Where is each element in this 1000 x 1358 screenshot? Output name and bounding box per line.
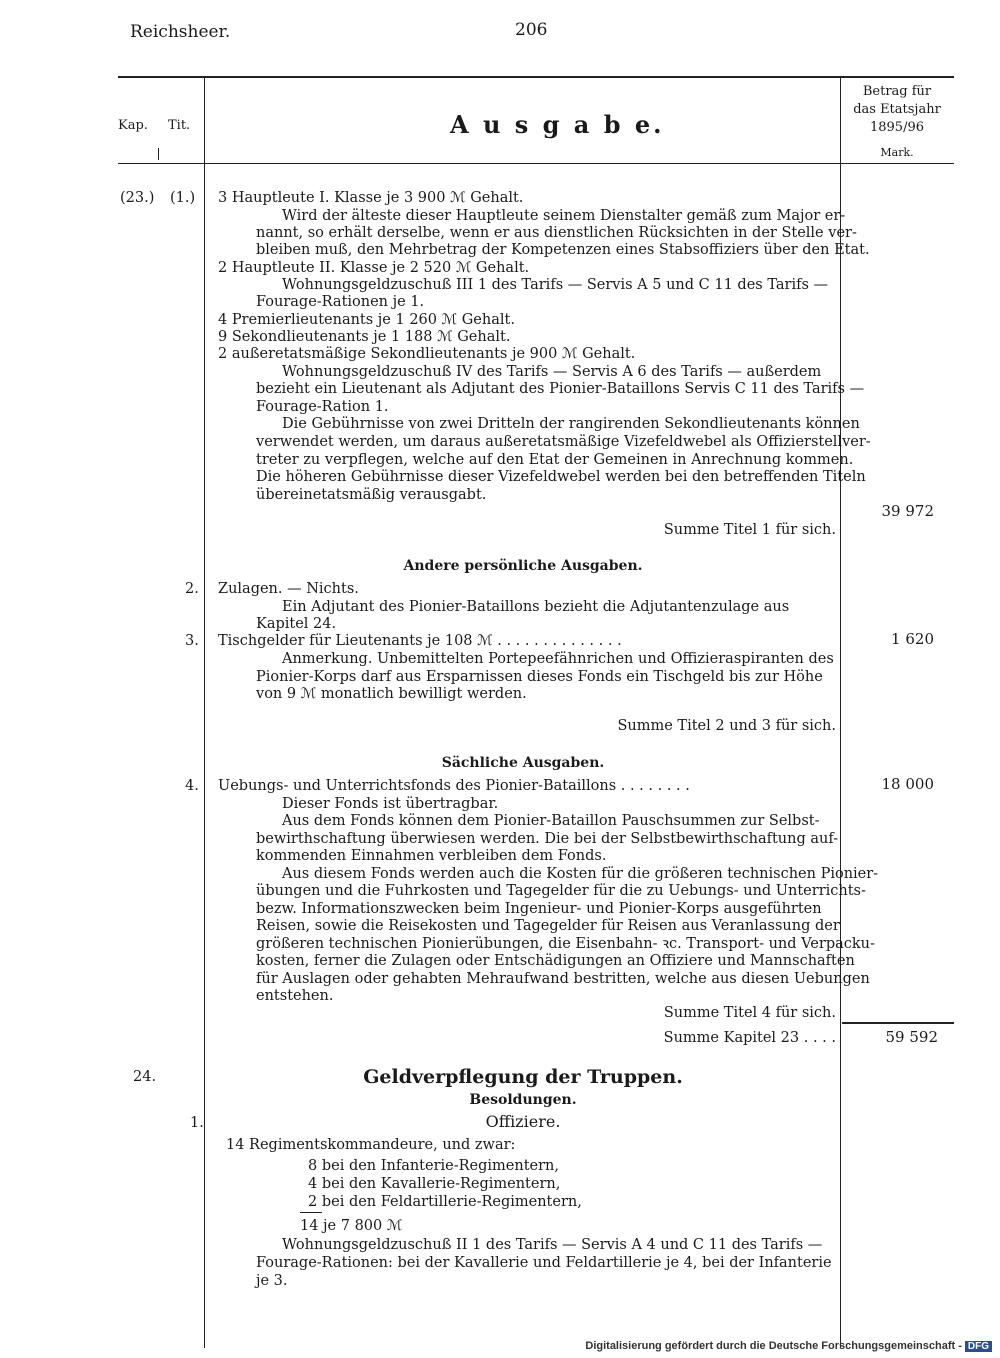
text-line: Wird der älteste dieser Hauptleute seinem Dienstalter gemäß zum Major er- [282, 208, 846, 224]
section-heading: Andere persönliche Ausgaben. [403, 558, 643, 574]
text-line: Fourage-Rationen je 1. [256, 294, 425, 310]
text-line: je 3. [256, 1273, 288, 1289]
page-number: 206 [515, 20, 548, 40]
text-line: Wohnungsgeldzuschuß IV des Tarifs — Servis A 6 des Tarifs — außerdem [282, 364, 822, 380]
text-line: von 9 ℳ monatlich bewilligt werden. [256, 686, 527, 702]
col-amount-line1: Betrag für [862, 84, 932, 99]
text-line: 14 Regimentskommandeure, und zwar: [226, 1137, 516, 1153]
amount: 1 620 [891, 630, 934, 648]
tit-number: 4. [185, 778, 199, 794]
text-line: Kapitel 24. [256, 616, 337, 632]
tit-number: 3. [185, 633, 199, 649]
text-line: Wohnungsgeldzuschuß III 1 des Tarifs — Servis A 5 und C 11 des Tarifs — [282, 277, 829, 293]
dfg-logo: DFG [965, 1341, 992, 1352]
col-amount-unit: Mark. [880, 146, 914, 159]
digitization-credit [585, 1340, 992, 1352]
chapter-subtitle: Besoldungen. [469, 1092, 577, 1108]
section-heading: Sächliche Ausgaben. [441, 755, 605, 771]
text-line: Die höheren Gebührnisse dieser Vizefeldwebel werden bei den betreffenden Titeln [256, 469, 866, 485]
group-heading: Offiziere. [485, 1112, 561, 1131]
text-line: Pionier-Korps darf aus Ersparnissen dieses Fonds ein Tischgeld bis zur Höhe [256, 669, 823, 685]
text-line: Aus dem Fonds können dem Pionier-Bataillon Pauschsummen zur Selbst- [282, 813, 820, 829]
top-rule [118, 76, 954, 78]
text-line: Dieser Fonds ist übertragbar. [282, 796, 499, 812]
text-line: Fourage-Ration 1. [256, 399, 389, 415]
text-line: 9 Sekondlieutenants je 1 188 ℳ Gehalt. [218, 329, 511, 345]
sum-label: Summe Titel 4 für sich. [663, 1005, 836, 1021]
text-line: 4 bei den Kavallerie-Regimentern, [308, 1176, 561, 1192]
sum-rule [842, 1022, 954, 1024]
text-line: entstehen. [256, 988, 334, 1004]
text-line: kommenden Einnahmen verbleiben dem Fonds. [256, 848, 607, 864]
text-line: Uebungs- und Unterrichtsfonds des Pionier-Bataillons . . . . . . . . [218, 778, 690, 794]
sum-label: Summe Titel 2 und 3 für sich. [617, 718, 836, 734]
text-line: 3 Hauptleute I. Klasse je 3 900 ℳ Gehalt. [218, 190, 524, 206]
text-line: 2 außeretatsmäßige Sekondlieutenants je 900 ℳ Gehalt. [218, 346, 636, 362]
text-line: nannt, so erhält derselbe, wenn er aus dienstlichen Rücksichten in der Stelle ver- [256, 225, 857, 241]
head-rule [118, 163, 954, 164]
col-rule-tit [158, 148, 159, 160]
col-kap-header: Kap. [118, 118, 148, 133]
chapter-sum-label: Summe Kapitel 23 . . . . [663, 1030, 836, 1046]
text-line: 4 Premierlieutenants je 1 260 ℳ Gehalt. [218, 312, 515, 328]
text-line: Aus diesem Fonds werden auch die Kosten für die größeren technischen Pionier- [282, 866, 879, 882]
text-line: Zulagen. — Nichts. [218, 581, 359, 597]
amount: 18 000 [881, 775, 934, 793]
text-line: übereinetatsmäßig verausgabt. [256, 487, 487, 503]
text-line: 2 bei den Feldartillerie-Regimentern, [308, 1194, 582, 1210]
text-line: bezieht ein Lieutenant als Adjutant des Pionier-Bataillons Servis C 11 des Tarifs — [256, 381, 865, 397]
running-title: Reichsheer. [130, 22, 231, 42]
text-line: 8 bei den Infanterie-Regimentern, [308, 1158, 560, 1174]
col-amount-line3: 1895/96 [869, 120, 924, 135]
text-line: übungen und die Fuhrkosten und Tagegelder für die zu Uebungs- und Unterrichts- [256, 883, 866, 899]
sum-label: Summe Titel 1 für sich. [663, 522, 836, 538]
text-line: größeren technischen Pionierübungen, die Eisenbahn- ꝛc. Transport- und Verpacku- [256, 936, 875, 952]
text-line: 14 je 7 800 ℳ [300, 1218, 403, 1234]
amount: 39 972 [881, 502, 934, 520]
text-line: Anmerkung. Unbemittelten Portepeefähnrichen und Offizieraspiranten des [282, 651, 834, 667]
text-line: Wohnungsgeldzuschuß II 1 des Tarifs — Servis A 4 und C 11 des Tarifs — [282, 1237, 823, 1253]
col-rule-main [204, 78, 205, 1348]
text-line: treter zu verpflegen, welche auf den Etat der Gemeinen in Anrechnung kommen. [256, 452, 854, 468]
text-line: Tischgelder für Lieutenants je 108 ℳ . . . . . . . . . . . . . . [218, 633, 622, 649]
text-line: für Auslagen oder gehabten Mehraufwand bestritten, welche aus diesen Uebungen [256, 971, 870, 987]
text-line: bewirthschaftung überwiesen werden. Die bei der Selbstbewirthschaftung auf- [256, 831, 839, 847]
col-rule-amount [840, 78, 841, 1348]
kap-number: 24. [133, 1069, 157, 1085]
col-amount-line2: das Etatsjahr [853, 102, 941, 117]
tit-number: 2. [185, 581, 199, 597]
text-line: kosten, ferner die Zulagen oder Entschädigungen an Offiziere und Mannschaften [256, 953, 855, 969]
chapter-title: Geldverpflegung der Truppen. [363, 1066, 683, 1088]
col-tit-header: Tit. [168, 118, 191, 133]
text-line: Die Gebührnisse von zwei Dritteln der rangirenden Sekondlieutenants können [282, 416, 860, 432]
credit-text: Digitalisierung gefördert durch die Deutsche Forschungsgemeinschaft - [585, 1340, 962, 1352]
col-main-header: A u s g a b e. [450, 110, 665, 139]
tit-number: 1. [190, 1115, 204, 1131]
sum-underline [300, 1212, 322, 1213]
text-line: bezw. Informationszwecken beim Ingenieur- und Pionier-Korps ausgeführten [256, 901, 822, 917]
text-line: Reisen, sowie die Reisekosten und Tagegelder für Reisen aus Veranlassung der [256, 918, 840, 934]
text-line: bleiben muß, den Mehrbetrag der Kompetenzen eines Stabsoffiziers über den Etat. [256, 242, 870, 258]
text-line: verwendet werden, um daraus außeretatsmäßige Vizefeldwebel als Offizierstellver- [256, 434, 871, 450]
text-line: Fourage-Rationen: bei der Kavallerie und Feldartillerie je 4, bei der Infanterie [256, 1255, 832, 1271]
text-line: Ein Adjutant des Pionier-Bataillons bezieht die Adjutantenzulage aus [282, 599, 790, 615]
text-line: 2 Hauptleute II. Klasse je 2 520 ℳ Gehalt. [218, 260, 530, 276]
chapter-sum-amount: 59 592 [885, 1028, 938, 1046]
tit-number: (1.) [170, 190, 196, 206]
kap-number: (23.) [120, 190, 155, 206]
